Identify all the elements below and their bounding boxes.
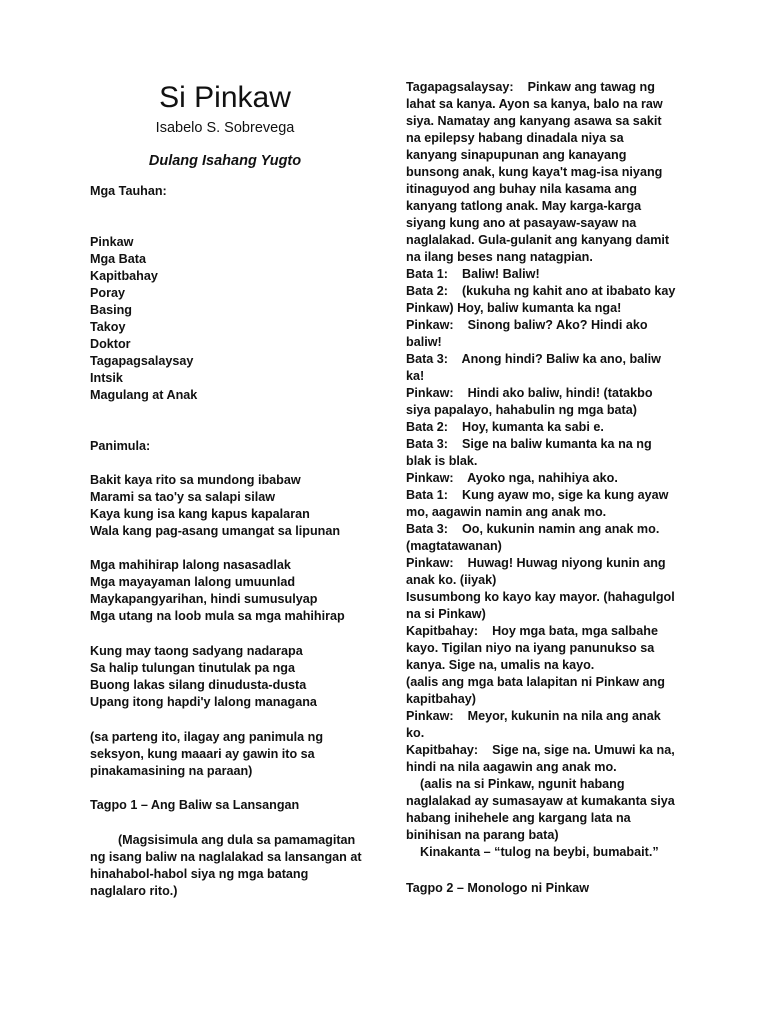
text-line: anak ko. (iiyak) [406, 573, 497, 587]
text-line: Kapitbahay [90, 269, 158, 283]
text-line: (aalis ang mga bata lalapitan ni Pinkaw ang [406, 675, 665, 689]
text-line: Sa halip tulungan tinutulak pa nga [90, 661, 296, 675]
text-line: Tagpo 2 – Monologo ni Pinkaw [406, 881, 590, 895]
text-line: na ilang beses nang natagpian. [406, 250, 593, 264]
text-line: Poray [90, 286, 126, 300]
text-line: na si Pinkaw) [406, 607, 486, 621]
text-line: baliw! [406, 335, 442, 349]
text-line: kanya. Sige na, umalis na kayo. [406, 658, 595, 672]
text-line: Pinkaw: Sinong baliw? Ako? Hindi ako [406, 318, 648, 332]
text-line: Tagapagsalaysay: Pinkaw ang tawag ng [406, 80, 655, 94]
text-line: Kinakanta – “tulog na beybi, bumabait.” [406, 845, 659, 859]
text-line: Bata 2: Hoy, kumanta ka sabi e. [406, 420, 604, 434]
text-line: mo, aagawin namin ang anak mo. [406, 505, 607, 519]
text-line: Kapitbahay: Hoy mga bata, mga salbahe [406, 624, 658, 638]
author-name: Isabelo S. Sobrevega [155, 120, 295, 136]
text-line: pinakamasining na paraan) [90, 764, 253, 778]
text-line: hinahabol-habol siya ng mga batang [90, 867, 309, 881]
text-line: Bata 1: Kung ayaw mo, sige ka kung ayaw [406, 488, 669, 502]
text-line: Pinkaw: Meyor, kukunin na nila ang anak [406, 709, 661, 723]
text-line: Bata 2: (kukuha ng kahit ano at ibabato kay [406, 284, 676, 298]
text-line: Magulang at Anak [90, 388, 198, 402]
text-line: Mga mayayaman lalong umuunlad [90, 575, 296, 589]
text-line: siya. Namatay ang kanyang asawa sa sakit [406, 114, 662, 128]
text-line: lahat sa kanya. Ayon sa kanya, balo na raw [406, 97, 663, 111]
text-line: kanyang tatlong anak. May karga-karga [406, 199, 642, 213]
text-line: Pinkaw: Hindi ako baliw, hindi! (tatakbo [406, 386, 653, 400]
text-line: hindi na nila aagawin ang anak mo. [406, 760, 617, 774]
text-line: naglalakad. Gula-gulanit ang kanyang damit [406, 233, 670, 247]
text-line: kapitbahay) [406, 692, 476, 706]
text-line: Kung may taong sadyang nadarapa [90, 644, 303, 658]
text-line: siyang kung ano at pasayaw-sayaw na [406, 216, 637, 230]
play-subtitle: Dulang Isahang Yugto [148, 153, 302, 169]
text-line: Pinkaw: Huwag! Huwag niyong kunin ang [406, 556, 666, 570]
text-line: Bata 3: Sige na baliw kumanta ka na ng [406, 437, 652, 451]
text-line: Upang itong hapdi'y lalong managana [90, 695, 317, 709]
text-line: itinaguyod ang buhay nila kasama ang [406, 182, 637, 196]
text-line: Bakit kaya rito sa mundong ibabaw [90, 473, 301, 487]
text-line: Isusumbong ko kayo kay mayor. (hahagulgol [406, 590, 675, 604]
text-line: Takoy [90, 320, 126, 334]
text-line: naglalakad ay sumasayaw at kumakanta siya [406, 794, 675, 808]
text-line: na epilepsy habang dinadala niya sa [406, 131, 624, 145]
text-line: bunsong anak, kung kaya't mag-isa niyang [406, 165, 663, 179]
text-line: Doktor [90, 337, 131, 351]
text-line: Mga utang na loob mula sa mga mahihirap [90, 609, 345, 623]
text-line: Pinkaw [90, 235, 134, 249]
text-line: (Magsisimula ang dula sa pamamagitan [90, 833, 356, 847]
text-line: Intsik [90, 371, 123, 385]
text-line: naglalaro rito.) [90, 884, 178, 898]
text-line: Mga Bata [90, 252, 146, 266]
text-line: Wala kang pag-asang umangat sa lipunan [90, 524, 341, 538]
text-line: ka! [406, 369, 425, 383]
text-line: Pinkaw) Hoy, baliw kumanta ka nga! [406, 301, 622, 315]
text-line: Mga Tauhan: [90, 184, 167, 198]
text-line: ko. [406, 726, 425, 740]
text-line: habang inihehele ang kargang lata na [406, 811, 631, 825]
text-line: Maykapangyarihan, hindi sumusulyap [90, 592, 318, 606]
text-line: Kaya kung isa kang kapus kapalaran [90, 507, 310, 521]
text-line: (sa parteng ito, ilagay ang panimula ng [90, 730, 324, 744]
text-line: Bata 3: Anong hindi? Baliw ka ano, baliw [406, 352, 661, 366]
text-line: siya papalayo, hahabulin ng mga bata) [406, 403, 637, 417]
text-line: Kapitbahay: Sige na, sige na. Umuwi ka na, [406, 743, 675, 757]
text-line: Basing [90, 303, 132, 317]
text-line: seksyon, kung maaari ay gawin ito sa [90, 747, 315, 761]
text-line: Bata 3: Oo, kukunin namin ang anak mo. [406, 522, 660, 536]
play-title: Si Pinkaw [159, 81, 291, 114]
text-line: blak is blak. [406, 454, 478, 468]
text-line: Buong lakas silang dinudusta-dusta [90, 678, 307, 692]
text-line: Tagpo 1 – Ang Baliw sa Lansangan [90, 798, 300, 812]
text-line: (aalis na si Pinkaw, ngunit habang [406, 777, 625, 791]
text-line: ng isang baliw na naglalakad sa lansangan at [90, 850, 362, 864]
text-line: Pinkaw: Ayoko nga, nahihiya ako. [406, 471, 618, 485]
text-line: binihisan na parang bata) [406, 828, 559, 842]
text-line: kayo. Tigilan niyo na iyang panunukso sa [406, 641, 655, 655]
text-line: Marami sa tao'y sa salapi silaw [90, 490, 276, 504]
text-line: Tagapagsalaysay [90, 354, 194, 368]
text-line: Bata 1: Baliw! Baliw! [406, 267, 540, 281]
text-line: Panimula: [90, 439, 151, 453]
text-line: (magtatawanan) [406, 539, 502, 553]
text-line: Mga mahihirap lalong nasasadlak [90, 558, 291, 572]
text-line: kanyang sinapupunan ang kanayang [406, 148, 627, 162]
